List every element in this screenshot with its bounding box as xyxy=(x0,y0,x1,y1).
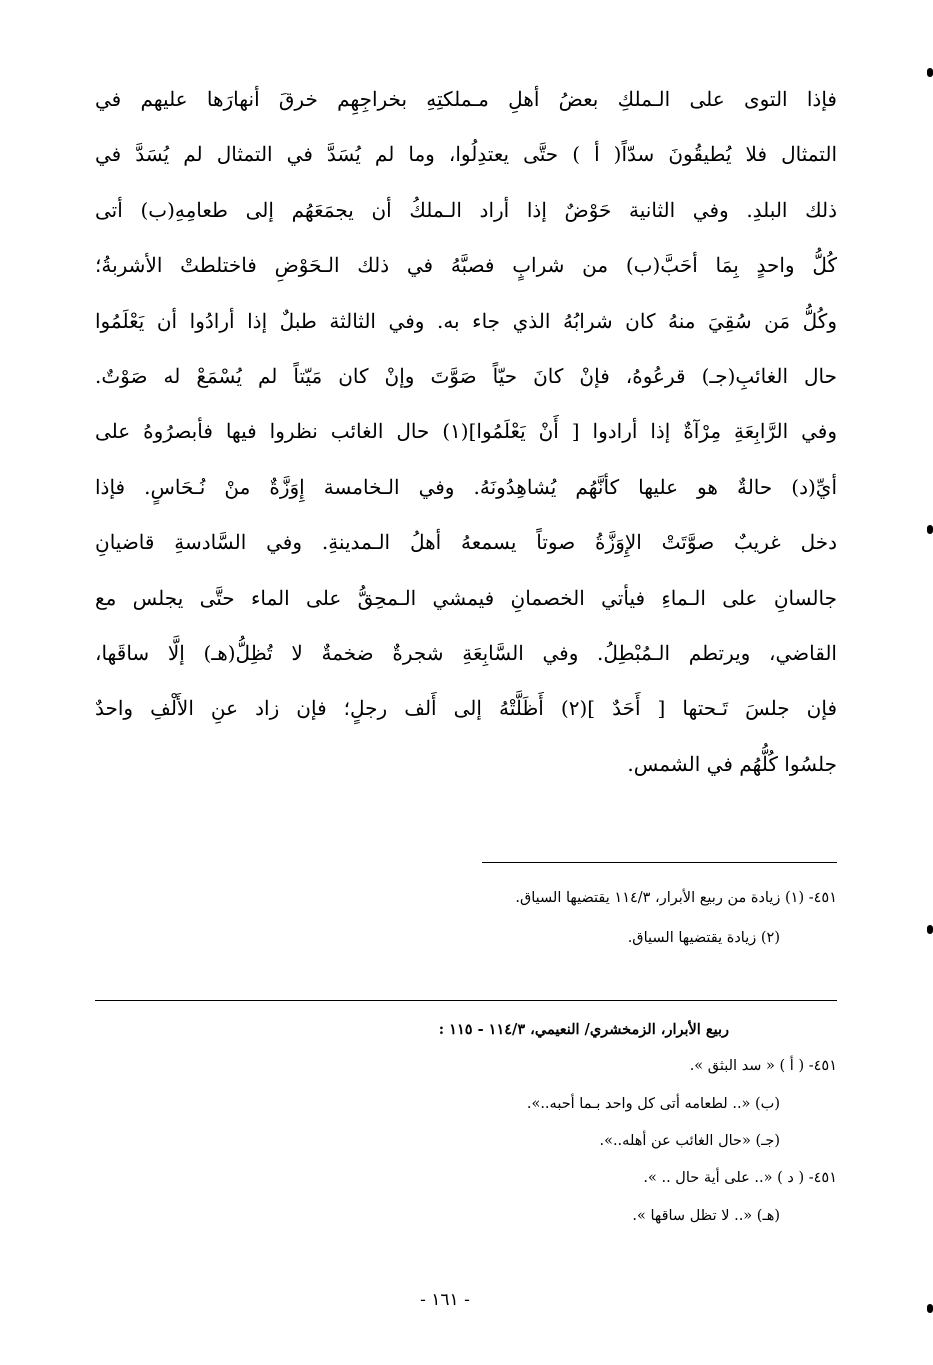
text-line: وكُلُّ مَن سُقِيَ منهُ كان شرابُهُ الذي جاء به. وفي الثالثة طبلٌ إذا أرادُوا أن يَعْلَمُوا xyxy=(95,308,837,333)
text-line: جالسانِ على الـماءِ فيأتي الخصمانِ فيمشي الـمحِقُّ على الماء حتَّى يجلس مع xyxy=(95,585,837,610)
variant-note: ٤٥١- ( أ ) « سد البثق ». xyxy=(689,1058,837,1074)
binding-mark xyxy=(927,1304,933,1313)
binding-mark xyxy=(927,525,933,534)
footnote-divider xyxy=(482,862,837,863)
text-line: التمثال فلا يُطيقُونَ سدّاً( أ ) حتَّى يعتدِلُوا، وما لم يُسَدَّ في التمثال لم يُسَدَّ في xyxy=(95,142,837,167)
text-line: حال الغائبِ(جـ) قرعُوهُ، فإنْ كانَ حيّاً صَوَّتَ وإنْ كان مَيّتاً لم يُسْمَعْ له صَوْتٌ. xyxy=(95,363,837,388)
text-line: القاضي، ويرتطم الـمُبْطِلُ. وفي السَّابِعَةِ شجرةٌ ضخمةٌ لا تُظِلُّ(هـ) إلَّا ساقَها، xyxy=(95,640,837,665)
binding-mark xyxy=(927,68,933,77)
text-line: فإن جلسَ تَـحتها [ أَحَدٌ ](٢) أَظَلَّتْهُ إلى أَلف رجلٍ؛ فإن زاد عنِ الأَلْفِ واحدٌ xyxy=(95,696,837,721)
footnote: (٢) زيادة يقتضيها السياق. xyxy=(627,930,780,946)
text-line: ذلك البلدِ. وفي الثانية حَوْضٌ إذا أراد الـملكُ أن يجمَعَهُم إلى طعامِهِ(ب) أتى xyxy=(95,197,837,222)
variant-note: (جـ) «حال الغائب عن أهله..». xyxy=(599,1133,780,1149)
text-line: كُلُّ واحدٍ بِمَا أحَبَّ(ب) من شرابٍ فصبَّهُ في ذلك الـحَوْضِ فاختلطتْ الأشربةُ؛ xyxy=(95,253,837,278)
text-line: أيِّ(د) حالةٌ هو عليها كأنَّهُم يُشاهِدُونَهُ. وفي الـخامسة إِوَزَّةٌ منْ نُـحَاسٍ. فإذا xyxy=(95,474,837,499)
binding-mark xyxy=(927,925,933,934)
variant-note: ٤٥١- ( د ) «.. على أية حال .. ». xyxy=(643,1170,837,1186)
variant-note: (هـ) «.. لا تظل ساقها ». xyxy=(632,1208,780,1224)
text-line: وفي الرَّابِعَةِ مِرْآةٌ إذا أرادوا [ أَنْ يَعْلَمُوا](١) حال الغائب نظروا فيها فأبصرُوهُ على xyxy=(95,419,837,444)
main-text xyxy=(95,72,837,792)
variants-divider xyxy=(95,1000,837,1001)
variants-title: ربيع الأبرار، الزمخشري/ النعيمي، ١١٤/٣ - ١١٥ : xyxy=(438,1021,729,1038)
text-line: دخل غريبٌ صوَّتَتْ الإِوَزَّةُ صوتاً يسمعهُ أهلُ الـمدينةِ. وفي السَّادسةِ قاضيانِ xyxy=(95,530,837,555)
variant-note: (ب) «.. لطعامه أتى كل واحد بـما أحبه..». xyxy=(526,1096,780,1112)
footnote: ٤٥١- (١) زيادة من ربيع الأبرار، ١١٤/٣ يقتضيها السياق. xyxy=(515,890,837,906)
text-line: جلسُوا كُلُّهُم في الشمس. xyxy=(627,751,837,776)
text-line: فإذا التوى على الـملكِ بعضُ أهلِ مـملكتِهِ بخراجِهِم خرقَ أنهارَها عليهم في xyxy=(95,87,837,111)
page-number: - ١٦١ - xyxy=(420,1290,470,1310)
